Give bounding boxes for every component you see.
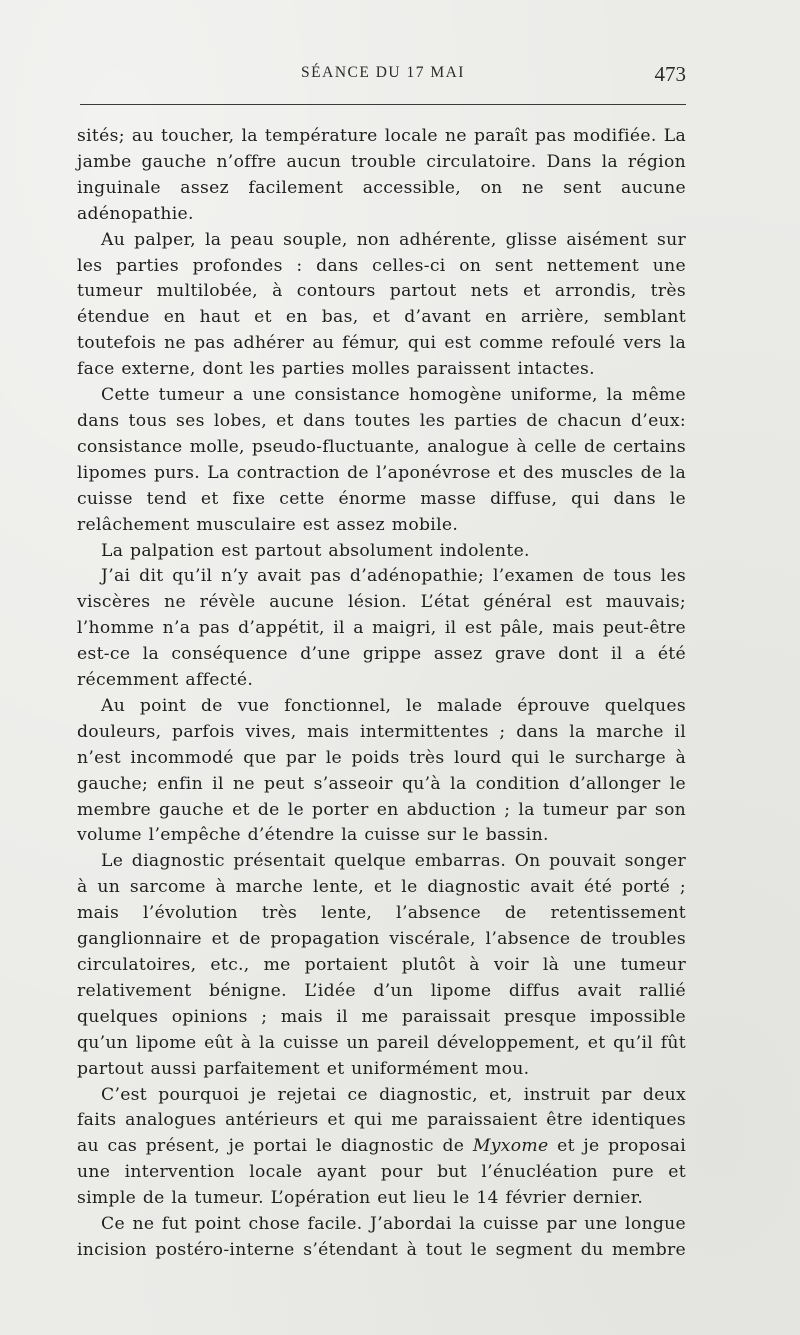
paragraph-9: Ce ne fut point chose facile. J’abordai la cuisse par une longue incision postéro-interne s’étendant à tout le segment du membre (77, 1214, 686, 1260)
paragraph-2: Au palper, la peau souple, non adhérente, glisse aisément sur les parties profondes : dans celles-ci on sent nettement une tumeur multilobée, à contours partout nets et arrondis, très étendue en haut et en bas, et d’avant en arrière, semblant toutefois ne pas adhérer au fémur, qui est comme refoulé vers la face externe, dont les parties molles paraissent intactes. (77, 229, 686, 380)
paragraph-7: Le diagnostic présentait quelque embarras. On pouvait songer à un sarcome à marche lente, et le diagnostic avait été porté ; mais l’évolution très lente, l’absence de retentissement ganglionnaire et de propagation viscérale, l’absence de troubles circulatoires, etc., me portaient plutôt à voir là une tumeur relativement bénigne. L’idée d’un lipome diffus avait rallié quelques opinions ; mais il me paraissait presque impossible qu’un lipome eût à la cuisse un pareil développement, et qu’il fût partout aussi parfaitement et uniformément mou. (77, 851, 686, 1079)
page-header (80, 62, 686, 88)
paragraph-8-start: C’est pourquoi je rejetai ce diagnostic, et, instruit par deux faits analogues antérieurs et qui me paraissaient être identiques au cas présent, je portai le diagnostic de (77, 1084, 686, 1157)
paragraph-5: J’ai dit qu’il n’y avait pas d’adénopathie; l’examen de tous les viscères ne révèle aucune lésion. L’état général est mauvais; l’homme n’a pas d’appétit, il a maigri, il est pâle, mais peut-être est-ce la conséquence d’une grippe assez grave dont il a été récemment affecté. (77, 566, 686, 691)
paragraph-8-end: et je proposai une intervention locale ayant pour but l’énucléation pure et simple de la tumeur. L’opération eut lieu le 14 février dernier. (77, 1136, 686, 1209)
paragraph-8 (77, 1083, 686, 1213)
running-title: SÉANCE DU 17 MAI (301, 64, 465, 81)
header-rule (80, 104, 686, 105)
paragraph-3: Cette tumeur a une consistance homogène uniforme, la même dans tous ses lobes, et dans toutes les parties de chacun d’eux: consistance molle, pseudo-fluctuante, analogue à celle de certains lipomes purs. La contraction de l’aponévrose et des muscles de la cuisse tend et fixe cette énorme masse diffuse, qui dans le relâchement musculaire est assez mobile. (77, 385, 686, 535)
paragraph-6: Au point de vue fonctionnel, le malade éprouve quelques douleurs, parfois vives, mais intermittentes ; dans la marche il n’est incommodé que par le poids très lourd qui le surcharge à gauche; enfin il ne peut s’asseoir qu’à la condition d’allonger le membre gauche et de le porter en abduction ; la tumeur par son volume l’empêche d’étendre la cuisse sur le bassin. (77, 695, 686, 846)
paragraph-4: La palpation est partout absolument indolente. (101, 540, 530, 561)
body-text (77, 124, 686, 1264)
paragraph-1: sités; au toucher, la température locale ne paraît pas modifiée. La jambe gauche n’offre aucun trouble circulatoire. Dans la région inguinale assez facilement accessible, on ne sent aucune adénopathie. (77, 126, 686, 224)
page-number: 473 (654, 62, 686, 86)
italic-term-myxome: Myxome (472, 1136, 549, 1157)
